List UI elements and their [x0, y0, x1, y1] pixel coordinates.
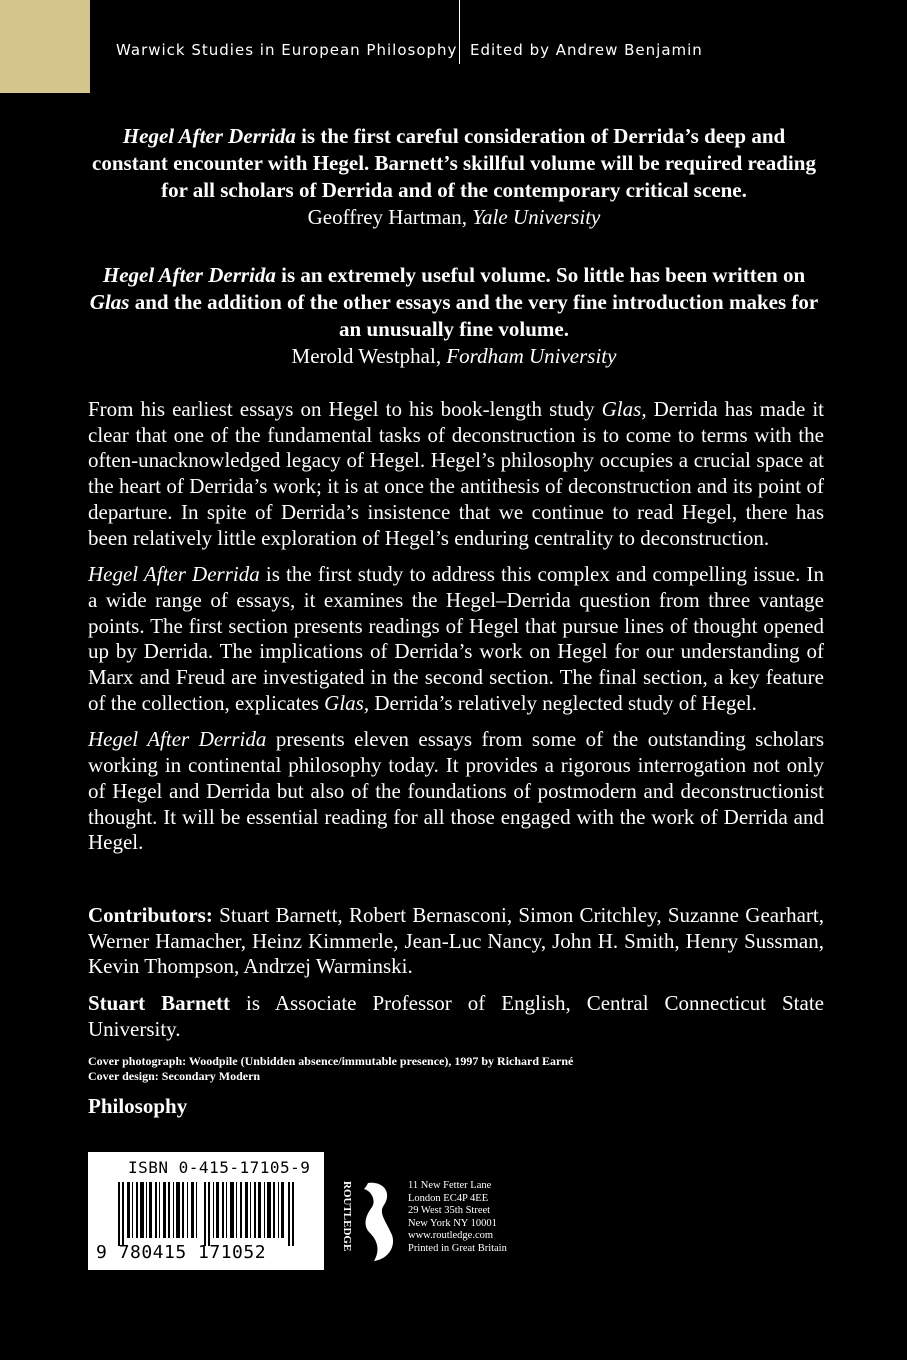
description-p3-a: presents eleven essays from some of the outstanding scholars working in continental philosophy today. It provides a rigorous interrogation not only of Hegel and Derrida but also of the foundations of postmodern and deconstructionist thought. It will be essential reading for all those engaged with the work of Derrida and Hegel.	[88, 727, 824, 855]
endorsement-2-attribution	[86, 343, 822, 370]
description-p1-a: From his earliest essays on Hegel to his book-length study	[88, 397, 602, 421]
endorsement-1-attribution	[86, 204, 822, 231]
endorsement-1-book-title: Hegel After Derrida	[122, 124, 296, 148]
address-line-2: London EC4P 4EE	[408, 1192, 489, 1204]
editor-bio-text: is Associate Professor of English, Central Connecticut State University.	[88, 991, 824, 1041]
series-editor: Edited by Andrew Benjamin	[470, 41, 703, 59]
address-line-6: Printed in Great Britain	[408, 1242, 507, 1254]
barcode	[88, 1152, 324, 1270]
description-p2-a: is the first study to address this complex and compelling issue. In a wide range of essays, it examines the Hegel–Derrida question from three vantage points. The first section presents readings of Hegel that pursue lines of thought opened up by Derrida. The implications of Derrida’s work on Hegel for our understanding of Marx and Freud are investigated in the second section. The final section, a key feature of the collection, explicates	[88, 562, 824, 715]
description-p3-title: Hegel After Derrida	[88, 727, 267, 752]
endorsement-2-text-a: is an extremely useful volume. So little has been written on	[275, 263, 806, 287]
description-p1-b: Derrida has made it clear that one of the fundamental tasks of deconstruction is to come to terms with the often-unacknowledged legacy of Hegel. Hegel’s philosophy occupies a crucial space at the heart of Derrida’s work; it is at once the antithesis of deconstruction and its point of departure. In spite of Derrida’s insistence that we continue to read Hegel, there has been relatively little exploration of Hegel’s enduring centrality to deconstruction.	[88, 397, 824, 550]
contributors	[88, 903, 824, 980]
publisher-address	[408, 1180, 507, 1256]
editor-bio-name: Stuart Barnett	[88, 991, 230, 1016]
endorsement-2-glas: Glas	[89, 290, 130, 314]
editor-bio	[88, 991, 824, 1042]
barcode-bars	[118, 1182, 298, 1246]
description	[88, 397, 824, 867]
publisher-name: ROUTLEDGE	[341, 1181, 353, 1252]
endorsement-1	[86, 123, 822, 231]
endorsement-2	[86, 262, 822, 370]
endorsement-1-text: is the first careful consideration of Derrida’s deep and constant encounter with Hegel. Barnett’s skillful volume will be required reading for all scholars of Derrida and of the contemporary critical scene.	[92, 124, 816, 202]
series-banner	[0, 0, 907, 93]
cover-credits	[88, 1054, 824, 1084]
description-p1-glas: Glas,	[601, 397, 647, 421]
description-paragraph-3	[88, 727, 824, 856]
series-color-block	[0, 0, 90, 93]
endorsement-2-text-b: and the addition of the other essays and the very fine introduction makes for an unusually fine volume.	[129, 290, 819, 341]
endorsement-2-affiliation: Fordham University	[446, 344, 617, 368]
description-paragraph-1	[88, 397, 824, 551]
description-paragraph-2	[88, 562, 824, 716]
contributors-section	[88, 903, 824, 1054]
address-line-4: New York NY 10001	[408, 1217, 497, 1229]
contributors-label: Contributors:	[88, 903, 213, 927]
description-p2-title: Hegel After Derrida	[88, 562, 260, 587]
endorsement-2-author: Merold Westphal,	[291, 344, 447, 368]
endorsement-1-affiliation: Yale University	[472, 205, 601, 229]
barcode-digits: 9 780415 171052	[96, 1242, 267, 1263]
endorsement-1-author: Geoffrey Hartman,	[307, 205, 473, 229]
address-line-3: 29 West 35th Street	[408, 1205, 491, 1217]
series-title: Warwick Studies in European Philosophy	[116, 41, 458, 59]
address-line-1: 11 New Fetter Lane	[408, 1180, 492, 1191]
series-divider	[459, 0, 460, 64]
contributors-names: Stuart Barnett, Robert Bernasconi, Simon Critchley, Suzanne Gearhart, Werner Hamacher, Heinz Kimmerle, Jean-Luc Nancy, John H. Smith, Henry Sussman, Kevin Thompson, Andrzej Warminski.	[88, 903, 824, 979]
description-p2-glas: Glas,	[324, 690, 370, 715]
cover-design-credit: Cover design: Secondary Modern	[88, 1069, 261, 1083]
description-p2-b: Derrida’s relatively neglected study of Hegel.	[369, 690, 757, 715]
subject-category: Philosophy	[88, 1094, 188, 1118]
endorsement-2-book-title: Hegel After Derrida	[102, 263, 276, 287]
address-line-5: www.routledge.com	[408, 1230, 494, 1242]
routledge-logo-icon	[340, 1175, 402, 1265]
isbn-text: ISBN 0-415-17105-9	[128, 1158, 311, 1177]
cover-photo-credit: Cover photograph: Woodpile (Unbidden absence/immutable presence), 1997 by Richard Earné	[88, 1054, 574, 1068]
